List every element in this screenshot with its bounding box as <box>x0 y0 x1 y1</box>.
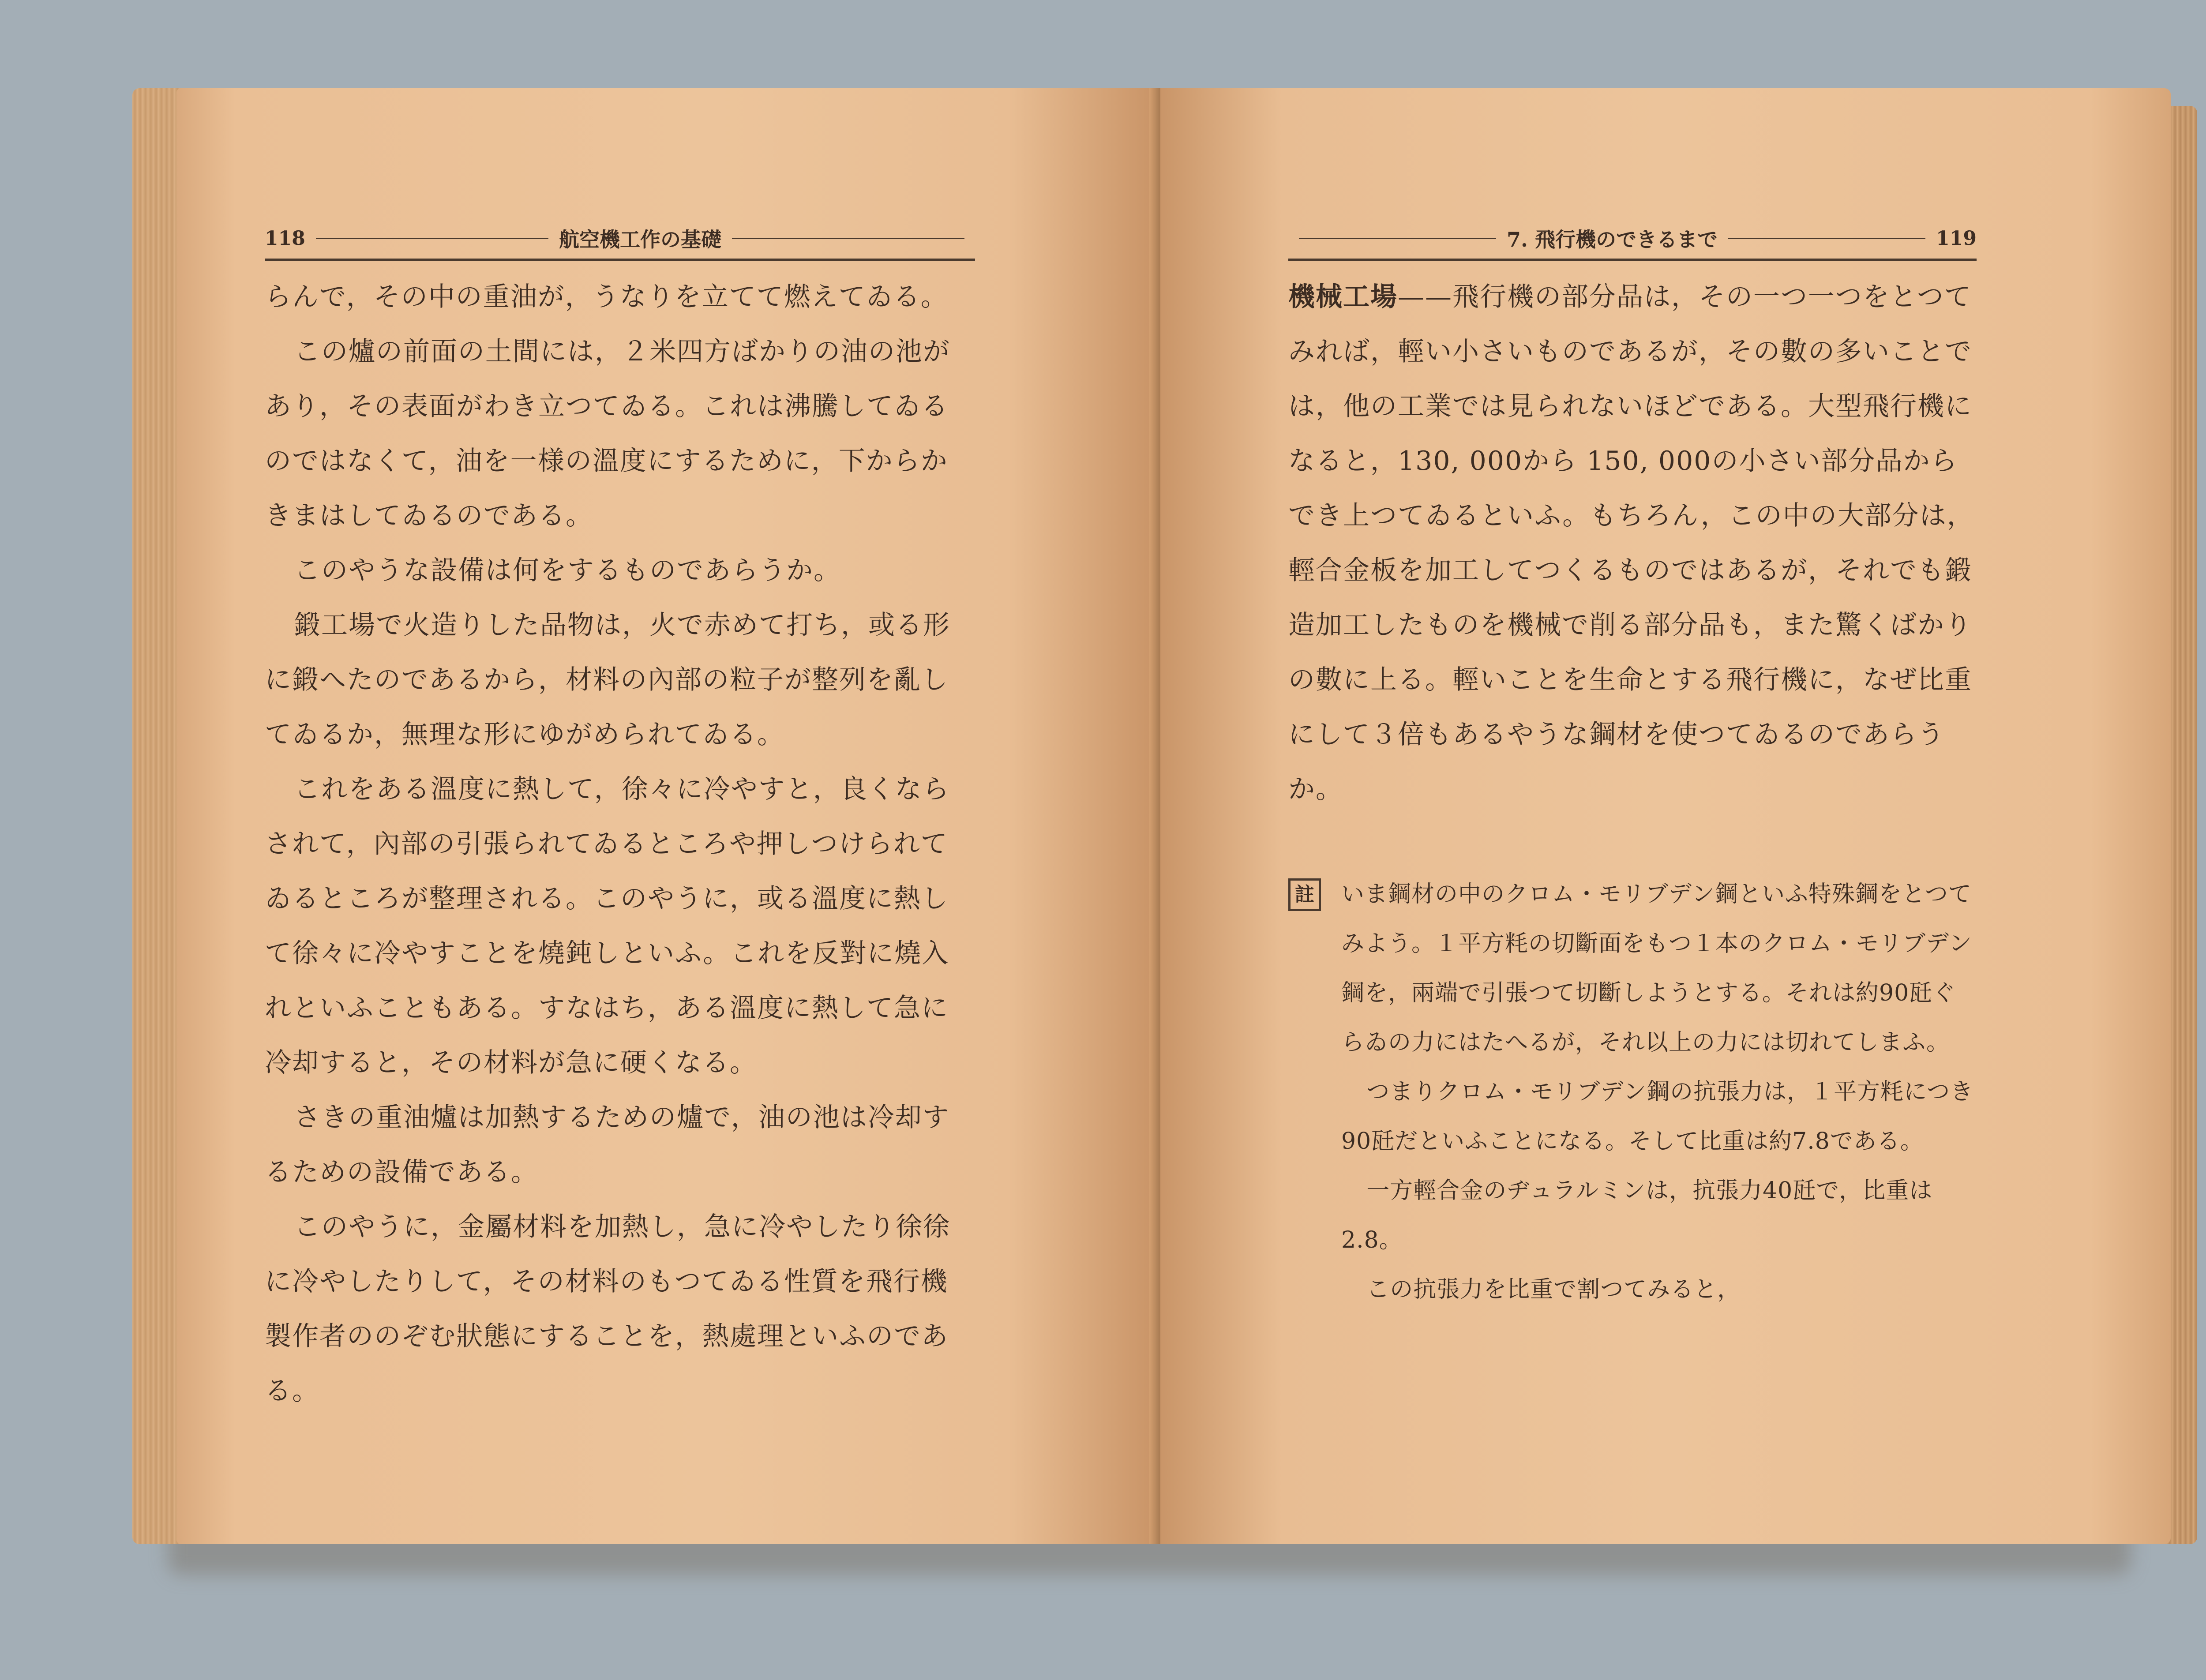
paragraph: このやうな設備は何をするものであらうか。 <box>294 555 841 586</box>
running-title: 7. 飛行機のできるまで <box>1507 228 1718 251</box>
note-paragraph: この抗張力を比重で割つてみると， <box>1366 1276 1741 1303</box>
page-number: 119 <box>1936 227 1977 250</box>
left-page <box>176 88 1156 1544</box>
page-number: 118 <box>265 227 305 250</box>
open-book <box>106 79 2197 1549</box>
right-page-header <box>1288 221 1977 256</box>
note-paragraph: 一方輕合金のヂュラルミンは，抗張力40瓩で，比重は2.8。 <box>1341 1178 1933 1253</box>
note-block <box>1288 870 1977 1314</box>
left-page-header <box>265 221 975 256</box>
note-paragraph: いま鋼材の中のクロム・モリブデン鋼といふ特殊鋼をとつてみよう。１平方粍の切斷面をもつ１本のクロム・モリブデン鋼を，兩端で引張つて切斷しようとする。それは約90瓩ぐらゐの力にはたへるが，それ以上の力には切れてしまふ。 <box>1341 881 1972 1056</box>
header-rule <box>1288 259 1977 261</box>
paragraph: 鍛工場で火造りした品物は，火で赤めて打ち，或る形に鍛へたのであるから，材料の內部の粒子が整列を亂してゐるか，無理な形にゆがめられてゐる。 <box>265 610 950 750</box>
right-page-body <box>1288 270 1977 1314</box>
header-line <box>1728 238 1925 239</box>
paragraph: さきの重油爐は加熱するための爐で，油の池は冷却するための設備である。 <box>265 1102 950 1188</box>
note-mark: 註 <box>1288 878 1321 911</box>
paragraph: らんで，その中の重油が，うなりを立てて燃えてゐる。 <box>265 281 948 312</box>
right-page <box>1160 88 2171 1544</box>
page-edges-left <box>132 88 181 1544</box>
header-line <box>732 238 964 239</box>
paragraph: これをある溫度に熱して，徐々に冷やすと，良くならされて，內部の引張られてゐるところや押しつけられてゐるところが整理される。このやうに，或る溫度に熱して徐々に冷やすことを燒鈍しといふ。これを反對に燒入れといふこともある。すなはち，ある溫度に熱して急に冷却すると，その材料が急に硬くなる。 <box>265 774 950 1078</box>
header-line <box>316 238 548 239</box>
paragraph: このやうに，金屬材料を加熱し，急に冷やしたり徐徐に冷やしたりして，その材料のもつてゐる性質を飛行機製作者ののぞむ狀態にすることを，熱處理といふのである。 <box>265 1211 950 1406</box>
section-lead: 機械工場 <box>1288 281 1398 312</box>
header-line <box>1299 238 1496 239</box>
section-text: ——飛行機の部分品は，その一つ一つをとつてみれば，輕い小さいものであるが，その數の多いことでは，他の工業では見られないほどである。大型飛行機になると，130, 000から 150, 000の小さい部分品からでき上つてゐるといふ。もちろん，この中の大部分は，輕合金板を加工してつくるものではあるが，それでも鍛造加工したものを機械で削る部分品も，また驚くばかりの數に上る。輕いことを生命とする飛行機に，なぜ比重にして３倍もあるやうな鋼材を使つてゐるのであらうか。 <box>1288 281 1974 805</box>
paragraph <box>1288 270 1977 817</box>
left-page-body <box>265 270 975 1418</box>
paragraph: この爐の前面の土間には，２米四方ばかりの油の池があり，その表面がわき立つてゐる。これは沸騰してゐるのではなくて，油を一様の溫度にするために，下からかきまはしてゐるのである。 <box>265 336 950 531</box>
note-paragraph: つまりクロム・モリブデン鋼の抗張力は，１平方粍につき90瓩だといふことになる。そして比重は約7.8である。 <box>1341 1079 1974 1155</box>
running-title: 航空機工作の基礎 <box>559 228 721 251</box>
header-rule <box>265 259 975 261</box>
